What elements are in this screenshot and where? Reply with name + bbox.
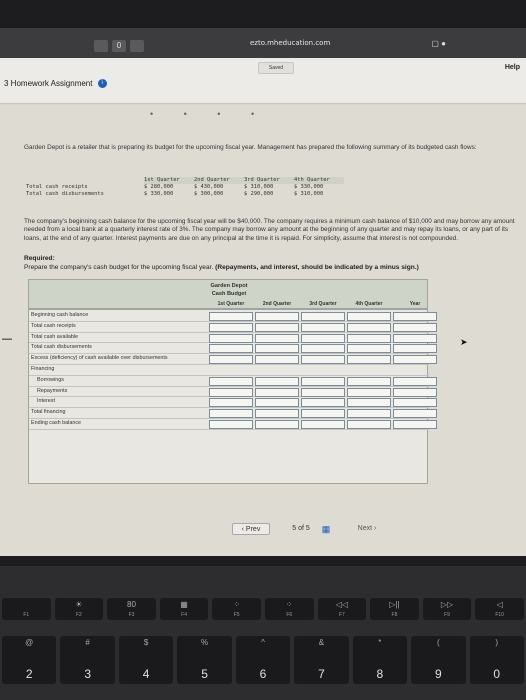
tab-back-icon[interactable] <box>94 40 108 52</box>
summary-cell: $ 290,000 <box>244 191 274 197</box>
number-key[interactable] <box>411 636 465 684</box>
number-key[interactable] <box>353 636 407 684</box>
key-label: F3 <box>128 612 135 618</box>
budget-input-cell[interactable] <box>347 420 391 429</box>
key-icon: ◁◁ <box>335 600 349 609</box>
summary-row-label: Total cash disbursements <box>26 191 104 197</box>
budget-row <box>29 376 429 387</box>
budget-input-cell[interactable] <box>393 377 437 386</box>
budget-input-cell[interactable] <box>255 388 299 397</box>
budget-input-cell[interactable] <box>393 388 437 397</box>
budget-input-cell[interactable] <box>301 323 345 332</box>
budget-row-label: Ending cash balance <box>31 420 82 426</box>
key-label: F2 <box>75 612 82 618</box>
summary-cell: $ 430,000 <box>194 184 224 190</box>
budget-input-cell[interactable] <box>301 388 345 397</box>
key-digit: 0 <box>493 667 501 681</box>
screen <box>0 28 526 556</box>
budget-input-cell[interactable] <box>347 323 391 332</box>
saved-button[interactable]: Saved <box>258 62 294 74</box>
key-label: F6 <box>286 612 293 618</box>
key-digit: 2 <box>25 667 33 681</box>
budget-row-label: Beginning cash balance <box>31 312 89 318</box>
key-icon: 80 <box>127 600 136 609</box>
budget-row-label: Excess (deficiency) of cash available over disbursements <box>31 355 168 362</box>
key-digit: 6 <box>259 667 267 681</box>
budget-row-label: Borrowings <box>37 376 64 383</box>
budget-input-cell[interactable] <box>347 388 391 397</box>
key-symbol: $ <box>143 638 149 647</box>
budget-column-header: 4th Quarter <box>355 301 383 307</box>
budget-row <box>29 343 429 354</box>
intro-text: Garden Depot is a retailer that is preparing its budget for the upcoming fiscal year. Management has prepared the following summary of its budgeted cash flows: <box>24 144 477 151</box>
number-key[interactable] <box>2 636 56 684</box>
required-label: Required: <box>24 255 55 262</box>
budget-input-cell[interactable] <box>255 398 299 407</box>
next-button[interactable]: Next › <box>357 525 377 532</box>
key-label: F5 <box>233 612 240 618</box>
function-key[interactable] <box>212 598 261 620</box>
summary-row <box>26 184 344 191</box>
budget-input-cell[interactable] <box>347 355 391 364</box>
budget-input-cell[interactable] <box>301 334 345 343</box>
budget-row <box>29 419 429 430</box>
function-key[interactable] <box>475 598 524 620</box>
summary-cell: $ 300,000 <box>194 191 224 197</box>
budget-row <box>29 365 429 376</box>
number-key[interactable] <box>470 636 524 684</box>
required-text: Prepare the company's cash budget for the upcoming fiscal year. <box>24 263 214 271</box>
budget-input-cell[interactable] <box>393 420 437 429</box>
required-section <box>24 255 516 272</box>
help-link[interactable]: Help <box>504 64 520 71</box>
budget-input-cell[interactable] <box>347 334 391 343</box>
info-icon[interactable]: i <box>98 79 107 88</box>
key-icon: ▷▷ <box>440 600 454 609</box>
function-key[interactable] <box>370 598 419 620</box>
budget-input-cell[interactable] <box>255 409 299 418</box>
tab-grid-icon[interactable] <box>130 40 144 52</box>
budget-input-cell[interactable] <box>209 388 253 397</box>
budget-input-cell[interactable] <box>209 355 253 364</box>
key-digit: 3 <box>84 667 91 681</box>
summary-column-header: 3rd Quarter <box>244 177 294 184</box>
budget-input-cell[interactable] <box>393 355 437 364</box>
budget-row-label: Financing <box>31 366 55 372</box>
number-key[interactable] <box>60 636 114 684</box>
budget-input-cell[interactable] <box>255 377 299 386</box>
key-symbol: * <box>378 638 382 647</box>
budget-input-cell[interactable] <box>393 409 437 418</box>
assignment-title-text: 3 Homework Assignment <box>4 79 93 88</box>
number-key-row <box>0 636 526 684</box>
key-label: F8 <box>391 612 398 618</box>
budget-input-cell[interactable] <box>393 312 437 321</box>
budget-input-cell[interactable] <box>347 377 391 386</box>
budget-row <box>29 311 429 322</box>
key-icon: ⁘ <box>285 600 293 609</box>
summary-column-header: 2nd Quarter <box>194 177 244 184</box>
budget-input-cell[interactable] <box>393 344 437 353</box>
summary-header-row <box>26 177 344 184</box>
budget-input-cell[interactable] <box>347 398 391 407</box>
pagination <box>0 521 526 541</box>
budget-input-cell[interactable] <box>255 420 299 429</box>
key-icon: ▦ <box>180 600 188 609</box>
question-content <box>0 105 526 556</box>
key-digit: 5 <box>201 667 208 681</box>
budget-input-cell[interactable] <box>209 377 253 386</box>
function-key-row <box>0 598 526 620</box>
budget-input-cell[interactable] <box>255 312 299 321</box>
budget-input-cell[interactable] <box>209 334 253 343</box>
budget-row <box>29 354 429 365</box>
budget-row-label: Total cash disbursements <box>31 344 92 351</box>
key-symbol: & <box>318 638 325 647</box>
function-key[interactable] <box>423 598 472 620</box>
summary-row <box>26 191 344 198</box>
problem-description: The company's beginning cash balance for the upcoming fiscal year will be $40,000. The company requires a minimum cash balance of $10,000 and may borrow any amount needed from a local bank at a quarterly interest rate of 3%. The company may borrow any amount at the beginning of any quarter and may repay its loans, or any part of its loans, at the end of any quarter. Interest payments are due on any principal at the time it is repaid. For simplicity, assume that interest is not compounded. <box>24 218 515 242</box>
budget-row-label: Total cash receipts <box>31 322 76 329</box>
mouse-cursor-icon: ➤ <box>460 337 468 347</box>
key-label: F9 <box>444 612 450 618</box>
budget-input-cell[interactable] <box>255 334 299 343</box>
number-key[interactable] <box>236 636 290 684</box>
budget-row-label: Repayments <box>37 387 68 394</box>
budget-row <box>29 333 429 344</box>
assignment-toolbar <box>0 58 526 104</box>
key-icon: ⁘ <box>233 600 241 609</box>
required-note: (Repayments, and interest, should be indicated by a minus sign.) <box>215 263 419 271</box>
page-indicator: 5 of 5 <box>292 525 310 532</box>
key-icon: ▷|| <box>389 600 400 609</box>
loading-dots: • • • • <box>150 109 269 119</box>
cash-budget-header <box>28 279 428 309</box>
budget-row <box>29 408 429 419</box>
budget-input-cell[interactable] <box>209 323 253 332</box>
summary-column-header: 4th Quarter <box>294 177 344 184</box>
key-symbol: % <box>200 638 209 647</box>
key-digit: 9 <box>434 667 442 681</box>
function-key[interactable] <box>2 598 51 620</box>
function-key[interactable] <box>55 598 104 620</box>
number-key[interactable] <box>119 636 173 684</box>
key-digit: 4 <box>142 667 150 681</box>
key-icon: ◁ <box>496 600 503 609</box>
summary-cell: $ 280,000 <box>144 184 174 190</box>
budget-row-label: Total financing <box>31 409 66 416</box>
browser-top-bar <box>0 28 526 58</box>
key-label: F1 <box>23 612 30 618</box>
budget-input-cell[interactable] <box>255 355 299 364</box>
function-key[interactable] <box>318 598 367 620</box>
budget-input-cell[interactable] <box>209 409 253 418</box>
key-symbol: @ <box>25 638 34 647</box>
budget-column-header: 3rd Quarter <box>309 301 337 307</box>
budget-input-cell[interactable] <box>347 409 391 418</box>
budget-input-cell[interactable] <box>301 344 345 353</box>
assignment-title <box>4 79 107 88</box>
budget-input-cell[interactable] <box>301 377 345 386</box>
function-key[interactable] <box>265 598 314 620</box>
key-symbol: ( <box>436 638 440 647</box>
number-key[interactable] <box>294 636 348 684</box>
key-digit: 8 <box>376 667 384 681</box>
budget-row <box>29 387 429 398</box>
budget-input-cell[interactable] <box>393 323 437 332</box>
budget-row-label: Interest <box>37 398 55 405</box>
key-symbol: ) <box>495 638 499 647</box>
window-controls-icon[interactable]: ▢ ● <box>431 39 446 48</box>
budget-column-header: Year <box>409 301 421 307</box>
key-symbol: ^ <box>261 638 265 647</box>
grid-icon[interactable]: ▦ <box>321 524 331 534</box>
function-key[interactable] <box>107 598 156 620</box>
budget-column-header: 1st Quarter <box>217 301 245 307</box>
budget-company: Garden Depot <box>210 283 248 289</box>
summary-column-header: 1st Quarter <box>144 177 194 184</box>
budget-column-header: 2nd Quarter <box>262 301 292 307</box>
key-digit: 7 <box>318 667 325 681</box>
budget-input-cell[interactable] <box>301 409 345 418</box>
function-key[interactable] <box>160 598 209 620</box>
tab-icon[interactable]: 0 <box>112 40 126 52</box>
budget-input-cell[interactable] <box>393 398 437 407</box>
budget-title: Cash Budget <box>211 291 247 297</box>
key-label: F4 <box>181 612 187 618</box>
key-label: F7 <box>338 612 345 618</box>
budget-input-cell[interactable] <box>209 420 253 429</box>
budget-input-cell[interactable] <box>301 398 345 407</box>
budget-input-cell[interactable] <box>301 312 345 321</box>
key-label: F10 <box>495 612 504 618</box>
budget-input-cell[interactable] <box>209 312 253 321</box>
key-symbol: # <box>85 638 90 647</box>
budget-input-cell[interactable] <box>255 344 299 353</box>
budget-input-cell[interactable] <box>347 312 391 321</box>
cash-budget-body <box>28 309 428 484</box>
summary-cell: $ 330,000 <box>294 184 324 190</box>
prev-button[interactable]: ‹ Prev <box>232 523 270 535</box>
key-icon: ☀ <box>75 600 83 609</box>
summary-row-label: Total cash receipts <box>26 184 88 190</box>
cash-flow-summary-table <box>26 177 344 198</box>
budget-row <box>29 322 429 333</box>
budget-input-cell[interactable] <box>393 334 437 343</box>
cash-budget-table <box>28 279 428 484</box>
summary-cell: $ 310,000 <box>244 184 274 190</box>
summary-cell: $ 330,000 <box>144 191 174 197</box>
budget-input-cell[interactable] <box>209 398 253 407</box>
budget-input-cell[interactable] <box>255 323 299 332</box>
url-bar[interactable]: ezto.mheducation.com <box>250 39 331 47</box>
budget-row <box>29 397 429 408</box>
budget-input-cell[interactable] <box>347 344 391 353</box>
summary-cell: $ 310,000 <box>294 191 324 197</box>
budget-input-cell[interactable] <box>301 355 345 364</box>
number-key[interactable] <box>177 636 231 684</box>
budget-row-label: Total cash available <box>31 333 79 340</box>
budget-input-cell[interactable] <box>209 344 253 353</box>
budget-input-cell[interactable] <box>301 420 345 429</box>
keyboard <box>0 566 526 700</box>
scroll-marker: ▬▬ <box>2 336 12 342</box>
